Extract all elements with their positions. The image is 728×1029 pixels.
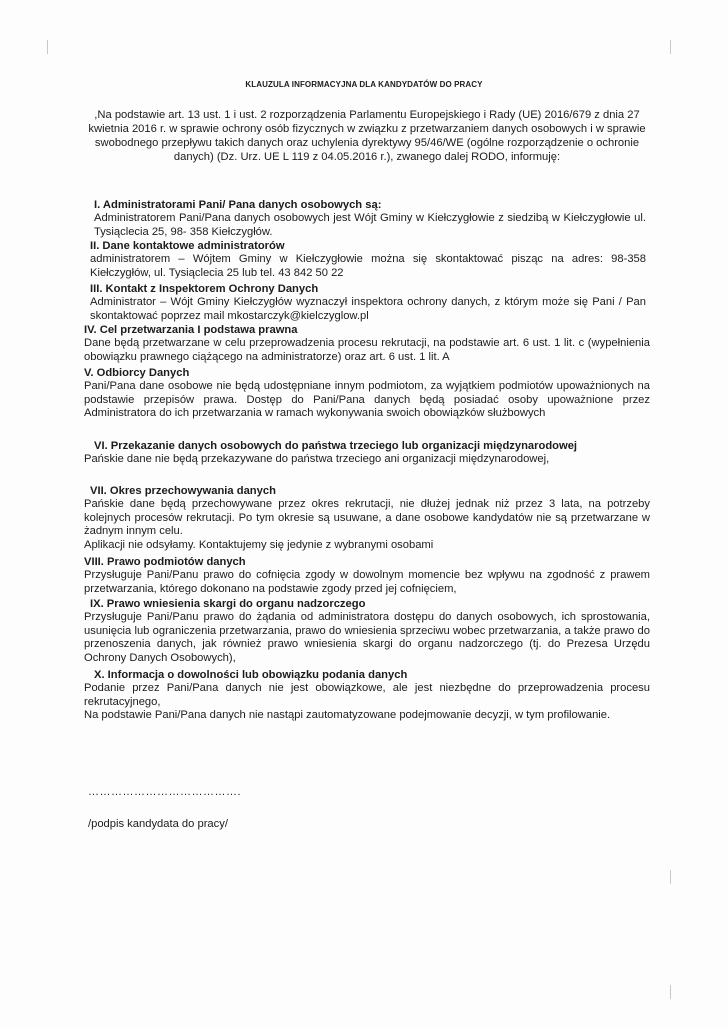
- section-body: Pani/Pana dane osobowe nie będą udostępniane innym podmiotom, za wyjątkiem podmiotów upoważnionych na podstawie przepisów prawa. Dostęp do Pani/Pana danych będą posiadać osoby upoważnione przez Administratora do ich przetwarzania w ramach wykonywania swoich obowiązków służbowych: [84, 380, 650, 420]
- section-heading: X. Informacja o dowolności lub obowiązku podania danych: [94, 669, 408, 681]
- section-body: Pańskie dane będą przechowywane przez okres rekrutacji, nie dłużej jednak niż przez 3 lata, na potrzeby kolejnych procesów rekrutacji. Po tym okresie są usuwane, a dane osobowe kandydatów nie są przetwarzane w żadnym innym celu.: [84, 498, 650, 538]
- section-body: Przysługuje Pani/Panu prawo do żądania od administratora dostępu do danych osobowych, ich sprostowania, usunięcia lub ograniczenia przetwarzania, prawo do wniesienia sprzeciwu wobec przetwarzania, a także prawo do przenoszenia danych, jak również prawo wniesienia skargi do organu nadzorczego (tj. do Prezesa Urzędu Ochrony Danych Osobowych),: [84, 611, 650, 664]
- section-3: [90, 283, 646, 323]
- section-heading: V. Odbiorcy Danych: [84, 367, 190, 379]
- section-body: Przysługuje Pani/Panu prawo do cofnięcia zgody w dowolnym momencie bez wpływu na zgodność z prawem przetwarzania, którego dokonano na podstawie zgody przed jej cofnięciem,: [84, 569, 650, 595]
- section-heading: I. Administratorami Pani/ Pana danych osobowych są:: [94, 199, 382, 211]
- scan-artifact: [670, 870, 671, 884]
- document-title: KLAUZULA INFORMACYJNA DLA KANDYDATÓW DO PRACY: [245, 80, 483, 89]
- section-6: [84, 440, 650, 467]
- section-9: [84, 598, 650, 665]
- section-heading: VIII. Prawo podmiotów danych: [84, 556, 246, 568]
- section-body: Podanie przez Pani/Pana danych nie jest obowiązkowe, ale jest niezbędne do przeprowadzenia procesu rekrutacyjnego,: [84, 682, 650, 708]
- signature-line: ………………………………….: [88, 786, 242, 798]
- scan-artifact: [670, 40, 671, 54]
- section-2: [90, 240, 646, 280]
- section-heading: IX. Prawo wniesienia skargi do organu nadzorczego: [90, 598, 366, 610]
- scan-artifact: [47, 40, 48, 54]
- section-body: Pańskie dane nie będą przekazywane do państwa trzeciego ani organizacji międzynarodowej,: [84, 453, 550, 466]
- section-body: administratorem – Wójtem Gminy w Kiełczygłowie można się skontaktować pisząc na adres: 98-358 Kiełczygłów, ul. Tysiąclecia 25 lub tel. 43 842 50 22: [90, 253, 646, 279]
- section-5: [84, 367, 650, 421]
- signature-caption: /podpis kandydata do pracy/: [88, 818, 228, 830]
- section-1: [94, 199, 646, 239]
- intro-paragraph: ,Na podstawie art. 13 ust. 1 i ust. 2 rozporządzenia Parlamentu Europejskiego i Rady (UE) 2016/679 z dnia 27 kwietnia 2016 r. w sprawie ochrony osób fizycznych w związku z przetwarzaniem danych osobowych i w sprawie swobodnego przepływu takich danych oraz uchylenia dyrektywy 95/46/WE (ogólne rozporządzenie o ochronie danych) (Dz. Urz. UE L 119 z 04.05.2016 r.), zwanego dalej RODO, informuję:: [88, 109, 646, 163]
- section-7: [84, 485, 650, 552]
- section-4: [84, 324, 650, 364]
- section-body: Dane będą przetwarzane w celu przeprowadzenia procesu rekrutacji, na podstawie art. 6 ust. 1 lit. c (wypełnienia obowiązku prawnego ciążącego na administratorze) oraz art. 6 ust. 1 lit. A: [84, 337, 650, 363]
- section-body: Administrator – Wójt Gminy Kiełczygłów wyznaczył inspektora ochrony danych, z którym może się Pani / Pan skontaktować poprzez mail mkostarczyk@kielczyglow.pl: [90, 296, 646, 322]
- section-10: [84, 669, 650, 723]
- section-heading: II. Dane kontaktowe administratorów: [90, 240, 285, 252]
- section-heading: VI. Przekazanie danych osobowych do państwa trzeciego lub organizacji międzynarodowej: [94, 440, 578, 452]
- section-note: Aplikacji nie odsyłamy. Kontaktujemy się jedynie z wybranymi osobami: [84, 538, 434, 551]
- section-heading: IV. Cel przetwarzania I podstawa prawna: [84, 324, 298, 336]
- section-8: [84, 556, 650, 596]
- section-note: Na podstawie Pani/Pana danych nie nastąpi zautomatyzowane podejmowanie decyzji, w tym profilowanie.: [84, 709, 611, 722]
- scan-artifact: [670, 985, 671, 999]
- section-heading: III. Kontakt z Inspektorem Ochrony Danych: [90, 283, 319, 295]
- section-body: Administratorem Pani/Pana danych osobowych jest Wójt Gminy w Kiełczygłowie z siedzibą w Kiełczygłowie ul. Tysiąclecia 25, 98- 358 Kiełczygłów.: [94, 212, 646, 238]
- section-heading: VII. Okres przechowywania danych: [90, 485, 276, 497]
